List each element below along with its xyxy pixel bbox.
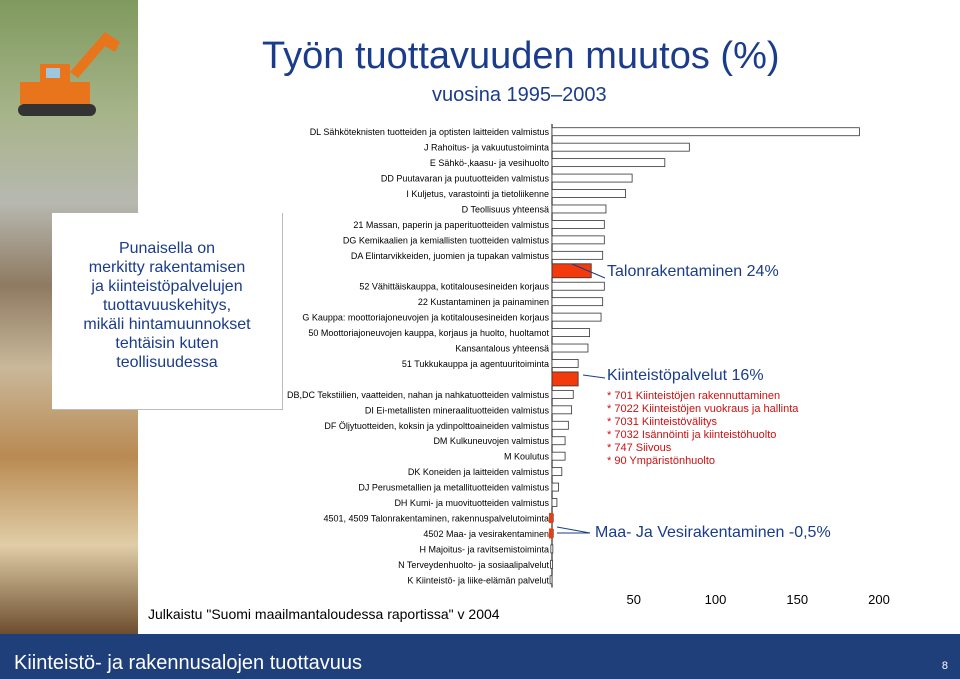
talonrakentaminen-annotation: Talonrakentaminen 24% (607, 263, 779, 280)
category-label: DI Ei-metallisten mineraalituotteiden valmistus (364, 405, 549, 416)
bar (552, 329, 590, 337)
list-item: * 7022 Kiinteistöjen vuokraus ja hallinta (607, 403, 799, 415)
list-item: * 747 Siivous (607, 442, 672, 454)
category-label: DL Sähköteknisten tuotteiden ja optisten laitteiden valmistus (309, 127, 549, 138)
category-label: DH Kumi- ja muovituotteiden valmistus (394, 498, 549, 509)
bar (550, 576, 552, 584)
bar (552, 437, 565, 445)
category-label: 52 Vähittäiskauppa, kotitalousesineiden korjaus (359, 281, 549, 292)
note-line: tehtäisin kuten (115, 335, 219, 352)
x-tick-label: 200 (868, 592, 890, 607)
bar (552, 483, 559, 491)
category-label: DF Öljytuotteiden, koksin ja ydinpolttoaineiden valmistus (324, 420, 549, 431)
category-label: 22 Kustantaminen ja painaminen (417, 297, 549, 308)
bar (552, 390, 573, 398)
category-label: 51 Tukkukauppa ja agentuuritoiminta (401, 358, 549, 369)
bar (551, 545, 553, 553)
category-label: DD Puutavaran ja puutuotteiden valmistus (380, 173, 549, 184)
x-tick-label: 150 (786, 592, 809, 607)
category-label: J Rahoitus- ja vakuutustoiminta (423, 142, 549, 153)
bar (552, 264, 591, 278)
bar (552, 143, 689, 151)
category-label: DA Elintarvikkeiden, juomien ja tupakan valmistus (350, 250, 549, 261)
annotation-arrow (557, 527, 590, 533)
slide-subtitle: vuosina 1995–2003 (432, 84, 607, 106)
list-item: * 7032 Isännöinti ja kiinteistöhuolto (607, 429, 777, 441)
category-label: 4501, 4509 Talonrakentaminen, rakennuspalvelutoiminta (323, 513, 549, 524)
category-label: D Teollisuus yhteensä (461, 204, 549, 215)
list-item: * 701 Kiinteistöjen rakennuttaminen (607, 390, 781, 402)
category-label: I Kuljetus, varastointi ja tietoliikenne (406, 189, 549, 200)
category-label: Kansantalous yhteensä (455, 343, 549, 354)
bar (552, 236, 604, 244)
bar (552, 220, 604, 228)
footer-title: Kiinteistö- ja rakennusalojen tuottavuus (14, 652, 362, 674)
note-line: ja kiinteistöpalvelujen (91, 278, 243, 295)
bar (552, 499, 557, 507)
category-label: DK Koneiden ja laitteiden valmistus (407, 467, 549, 478)
category-label: DM Kulkuneuvojen valmistus (433, 436, 549, 447)
bar (552, 205, 606, 213)
note-line: merkitty rakentamisen (88, 259, 246, 276)
source-note: Julkaistu "Suomi maailmantaloudessa raportissa" v 2004 (148, 606, 500, 622)
category-label: K Kiinteistö- ja liike-elämän palvelut (407, 575, 549, 586)
bar (552, 159, 665, 167)
x-tick-label: 100 (704, 592, 727, 607)
bar (552, 452, 565, 460)
note-line: Punaisella on (118, 240, 216, 257)
highlight-marker (549, 513, 553, 523)
category-label: M Koulutus (503, 451, 549, 462)
bar (552, 128, 859, 136)
bar (552, 359, 578, 367)
category-label: 4502 Maa- ja vesirakentaminen (423, 528, 549, 539)
footer-bar (0, 634, 960, 679)
category-label: N Terveydenhuolto- ja sosiaalipalvelut (398, 559, 549, 570)
bar (552, 251, 603, 259)
category-label: 50 Moottoriajoneuvojen kauppa, korjaus ja huolto, huoltamot (308, 328, 549, 339)
category-label: DG Kemikaalien ja kemiallisten tuotteiden valmistus (342, 235, 549, 246)
bar (552, 406, 572, 414)
bar (552, 313, 601, 321)
annotation-arrow (583, 375, 605, 378)
kiinteistopalvelut-list (607, 390, 798, 468)
note-line: mikäli hintamuunnokset (83, 316, 251, 333)
bar (552, 421, 568, 429)
category-label: 21 Massan, paperin ja paperituotteiden valmistus (353, 219, 549, 230)
bar (552, 468, 562, 476)
category-label: DB,DC Tekstiilien, vaatteiden, nahan ja nahkatuotteiden valmistus (287, 389, 549, 400)
bar (552, 298, 603, 306)
bar (552, 174, 632, 182)
maa-vesirakentaminen-annotation: Maa- Ja Vesirakentaminen -0,5% (595, 524, 831, 541)
bar (551, 560, 553, 568)
slide-title: Työn tuottavuuden muutos (%) (262, 35, 780, 77)
list-item: * 7031 Kiinteistövälitys (607, 416, 718, 428)
bar (552, 344, 588, 352)
bar (552, 282, 604, 290)
category-label: DJ Perusmetallien ja metallituotteiden valmistus (358, 482, 549, 493)
page-number: 8 (941, 660, 948, 672)
kiinteistopalvelut-annotation: Kiinteistöpalvelut 16% (607, 367, 764, 384)
x-tick-label: 50 (626, 592, 641, 607)
highlight-marker (549, 528, 553, 538)
note-line: teollisuudessa (116, 354, 218, 371)
category-label: E Sähkö-,kaasu- ja vesihuolto (429, 158, 549, 169)
note-line: tuottavuuskehitys, (102, 297, 232, 314)
category-label: H Majoitus- ja ravitsemistoiminta (419, 544, 549, 555)
list-item: * 90 Ympäristönhuolto (607, 455, 716, 467)
bar (552, 372, 578, 386)
bar (552, 190, 626, 198)
category-label: G Kauppa: moottoriajoneuvojen ja kotitalousesineiden korjaus (302, 312, 549, 323)
